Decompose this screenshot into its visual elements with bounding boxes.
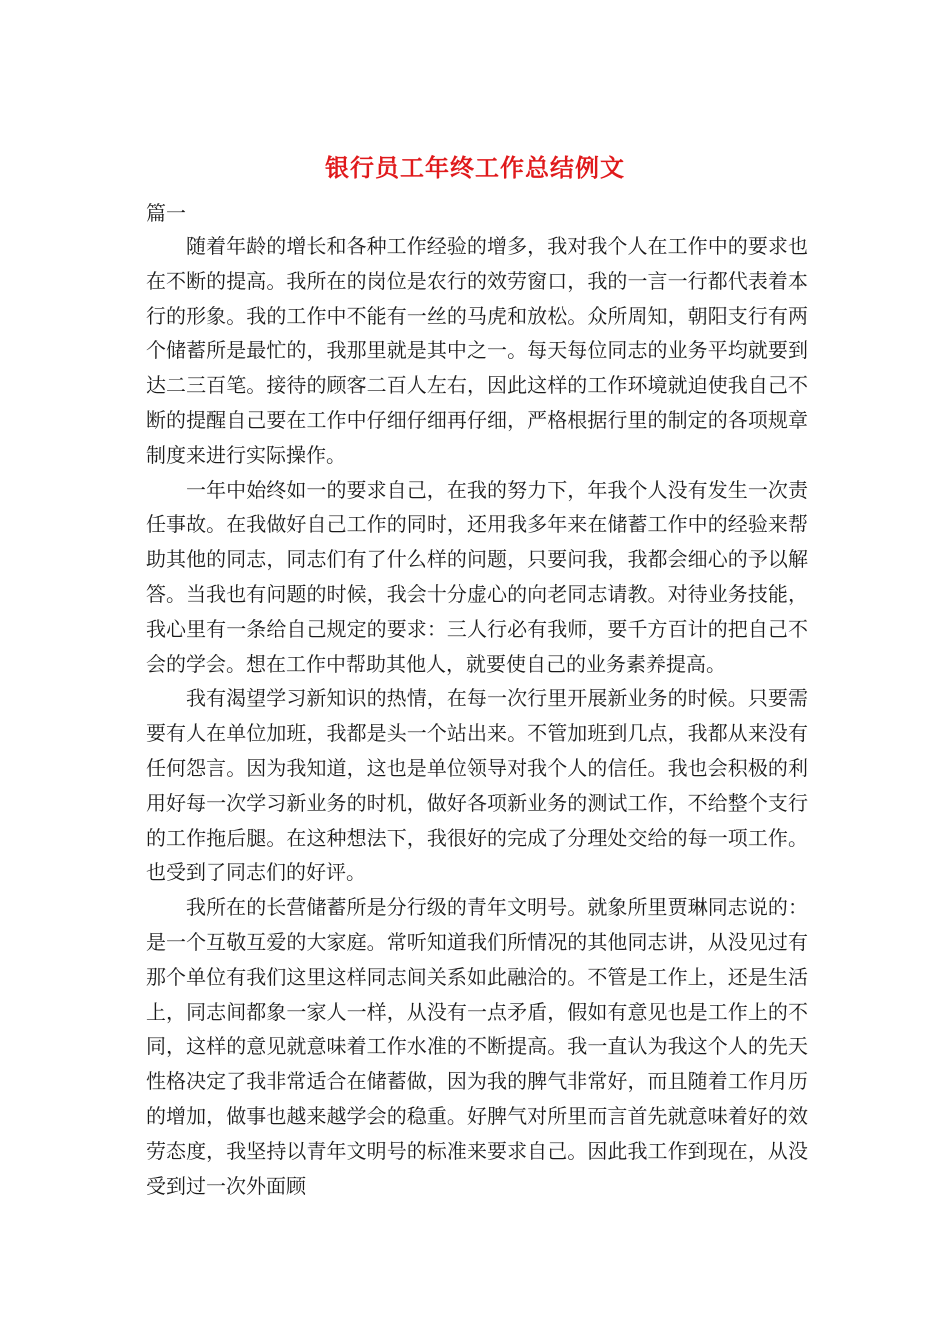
section-label: 篇一 xyxy=(146,201,186,225)
paragraph-3: 我有渴望学习新知识的热情，在每一次行里开展新业务的时候。只要需要有人在单位加班，我都是头一个站出来。不管加班到几点，我都从来没有任何怨言。因为我知道，这也是单位领导对我个人的信任。我也会积极的利用好每一次学习新业务的时机，做好各项新业务的测试工作，不给整个支行的工作拖后腿。在这种想法下，我很好的完成了分理处交给的每一项工作。也受到了同志们的好评。 xyxy=(146,686,808,885)
document-body xyxy=(146,197,808,1203)
paragraph-4: 我所在的长营储蓄所是分行级的青年文明号。就象所里贾琳同志说的：是一个互敬互爱的大家庭。常听知道我们所情况的其他同志讲，从没见过有那个单位有我们这里这样同志间关系如此融洽的。不管是工作上，还是生活上，同志间都象一家人一样，从没有一点矛盾，假如有意见也是工作上的不同，这样的意见就意味着工作水准的不断提高。我一直认为我这个人的先天性格决定了我非常适合在储蓄做，因为我的脾气非常好，而且随着工作月历的增加，做事也越来越学会的稳重。好脾气对所里而言首先就意味着好的效劳态度，我坚持以青年文明号的标准来要求自己。因此我工作到现在，从没受到过一次外面顾 xyxy=(146,895,808,1198)
document-title: 银行员工年终工作总结例文 xyxy=(325,153,625,182)
paragraph-1: 随着年龄的增长和各种工作经验的增多，我对我个人在工作中的要求也在不断的提高。我所在的岗位是农行的效劳窗口，我的一言一行都代表着本行的形象。我的工作中不能有一丝的马虎和放松。众所周知，朝阳支行有两个储蓄所是最忙的，我那里就是其中之一。每天每位同志的业务平均就要到达二三百笔。接待的顾客二百人左右，因此这样的工作环境就迫使我自己不断的提醒自己要在工作中仔细仔细再仔细，严格根据行里的制定的各项规章制度来进行实际操作。 xyxy=(146,234,808,467)
paragraph-2: 一年中始终如一的要求自己，在我的努力下，年我个人没有发生一次责任事故。在我做好自己工作的同时，还用我多年来在储蓄工作中的经验来帮助其他的同志，同志们有了什么样的问题，只要问我，我都会细心的予以解答。当我也有问题的时候，我会十分虚心的向老同志请教。对待业务技能，我心里有一条给自己规定的要求：三人行必有我师，要千方百计的把自己不会的学会。想在工作中帮助其他人，就要使自己的业务素养提高。 xyxy=(146,477,808,676)
